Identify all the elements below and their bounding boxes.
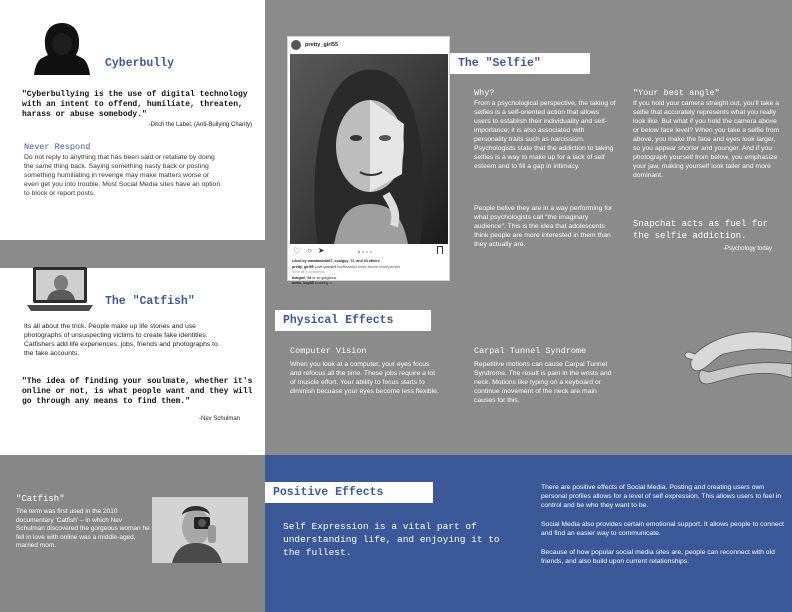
cyberbully-quote-attribution: -Ditch the Label, (Anti-Bullying Charity) <box>148 122 252 128</box>
imaginary-audience-body: People belive they are in a way performing for what psychologists call "the imaginary audience". This is the idea that adolescents think people are more interested in them than they actually are. <box>474 205 613 248</box>
why-body: From a psychological perspective, the taking of selfies is a self-oriented action that allows users to establish their individuality and self-importance; it is also associated with personality traits such as narcissism. Psychologists state that the addiction to taking selfies is a way to make up for a lack of self esteem and to fill a gap in intimacy. <box>474 100 616 170</box>
avatar <box>291 40 301 50</box>
bookmark-icon[interactable] <box>437 246 443 254</box>
carpal-tunnel-heading: Carpal Tunnel Syndrome <box>474 346 587 356</box>
ig-caption-text: Love yourself <box>314 264 336 269</box>
ig-comment-2 <box>292 281 447 287</box>
physical-effects-title: Physical Effects <box>275 310 431 331</box>
snapchat-attribution: -Psychology today <box>722 246 772 252</box>
cyberbully-title: Cyberbully <box>97 53 265 74</box>
left-divider-band <box>0 240 265 268</box>
positive-paragraph-2: Social Media also provides certain emotional support. It allows people to connect and find an easier way to communicate. <box>541 521 784 537</box>
instagram-post-card <box>287 36 450 286</box>
self-expression-statement: Self Expression is a vital part of understanding life, and enjoying it to the fullest. <box>283 521 500 558</box>
selfie-mask-photo <box>290 54 448 244</box>
ig-username: pretty_girl55 <box>305 42 339 48</box>
best-angle-body: If you hold your camera straight out, you'll take a selfie that accurately represents what you really look like. But what if you hold the camera above or below face level? When you take a selfie from above, you make the face and eyes look larger, so you appear shorter and younger. And if you photograph yourself from below, you emphasize your jaw, making yourself look taller and more dominant. <box>633 100 780 179</box>
positive-effects-title: Positive Effects <box>265 482 433 503</box>
ig-comment-2-user: mello_boy88 <box>292 281 314 286</box>
never-respond-heading: Never Respond <box>24 142 91 152</box>
comment-icon[interactable]: ○ <box>307 246 312 255</box>
best-angle-heading: "Your best angle" <box>633 88 720 98</box>
catfish-term-heading: "Catfish" <box>16 494 65 504</box>
catfish-body: Its all about the trick. People make up life stories and use photographs of unsuspecting victims to create fake identities. Catfishers add life experiences, jobs, friends and photographs to the fake accounts. <box>24 323 218 357</box>
computer-vision-heading: Computer Vision <box>290 346 367 356</box>
cyberbully-quote: "Cyberbullying is the use of digital technology with an intent to offend, humiliate, threaten, harass or abuse somebody." <box>22 90 248 119</box>
ig-likes: Liked by mandamidia67, coolguy_72, and 63 others <box>292 259 380 263</box>
ig-caption-user: pretty_girl55 <box>292 264 314 269</box>
ig-hashtags: #selfieaddict #love #smile #loveyourself <box>336 264 401 269</box>
ig-view-comments[interactable]: View all 8 comments <box>292 270 325 275</box>
hooded-hacker-icon <box>32 20 92 75</box>
positive-paragraph-3: Because of how popular social media sites are, people can reconnect with old friends, and also build upon current relationships. <box>541 549 775 565</box>
man-with-camera-photo <box>152 497 248 563</box>
catfish-term-body: The term was first used in the 2010 documentary 'Catfish' – in which Nev Schulman discovered the gorgeous woman he fell in love with online was a middle-aged, married mom. <box>16 508 150 550</box>
catfish-title: The "Catfish" <box>97 291 265 312</box>
carpal-tunnel-body: Repetitive motions can cause Carpal Tunnel Syndrome. The result is pain in the wrists and neck. Motions like typing on a keyboard or continue movement of the neck are main causes for this. <box>474 361 612 404</box>
ig-comment-1-user: thatgurl_94 <box>292 275 312 280</box>
catfish-quote: "The idea of finding your soulmate, whether it's online or not, is what people want and they will go through any means to find them." <box>22 377 253 406</box>
heart-icon[interactable]: ♡ <box>293 246 302 256</box>
carousel-dots <box>358 251 372 253</box>
wrist-stretch-hand-icon <box>673 318 792 396</box>
catfish-quote-attribution: -Nev Schulman <box>198 416 240 422</box>
laptop-icon <box>25 265 95 313</box>
why-heading: Why? <box>474 88 495 98</box>
snapchat-statement: Snapchat acts as fuel for the selfie addiction. <box>633 219 769 241</box>
ig-comment-1-text: ur so gorgeous <box>312 275 337 280</box>
ig-comment-2-text: amazing ☺ <box>314 281 334 286</box>
computer-vision-body: When you look at a computer, your eyes focus and refocus all the time. These jobs require a lot of muscle effort. Your ability to focus starts to diminish becuase your eyes become less flexible. <box>290 361 439 395</box>
never-respond-body: Do not reply to anything that has been said or retaliate by doing the same thing back. Saying something nasty back or posting something humiliating in revenge may make matters worse or even get you into trouble. Most Social Media sites have an option to block or report posts. <box>24 154 221 197</box>
share-icon[interactable]: ➤ <box>317 246 325 255</box>
selfie-title: The "Selfie" <box>450 53 590 74</box>
positive-paragraph-1: There are positive effects of Social Media. Posting and creating users own personal profiles allows for a level of self expression. This allows users to feel in control and be who they want to be. <box>541 484 782 509</box>
